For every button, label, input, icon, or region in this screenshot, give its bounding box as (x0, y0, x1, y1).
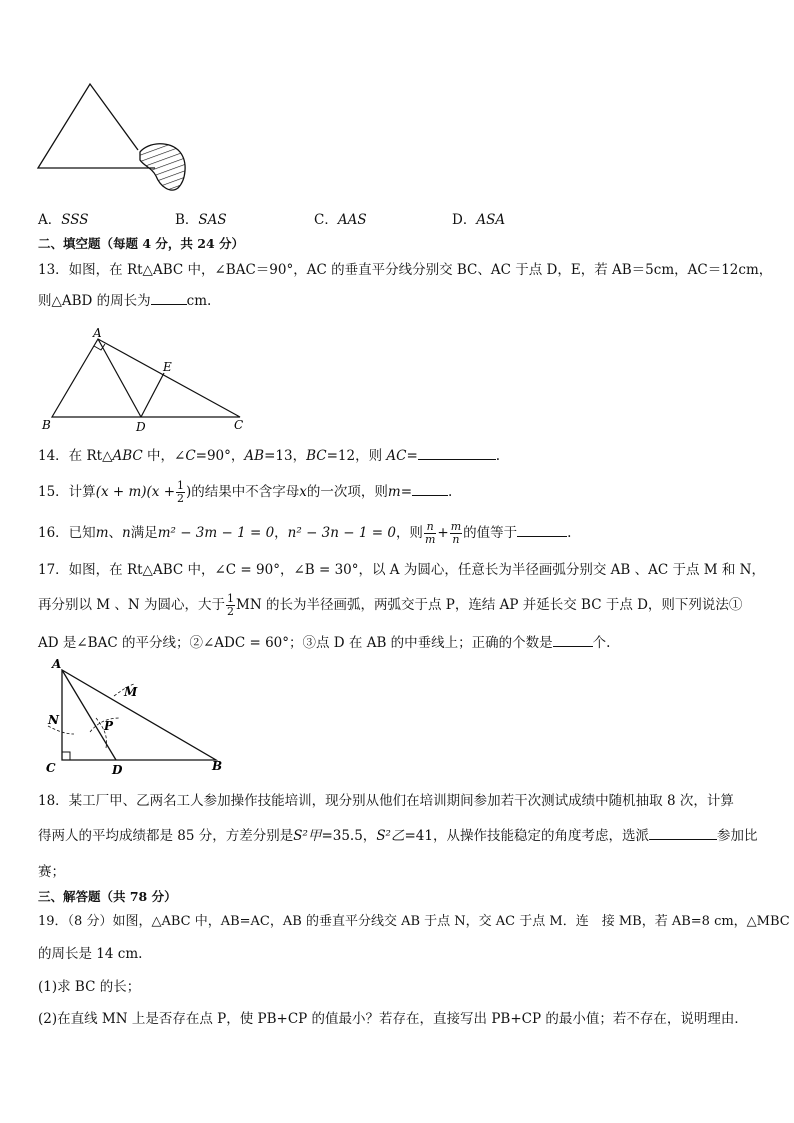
q13-label-e: E (163, 360, 172, 374)
q13-label-b: B (42, 418, 51, 432)
q12-option-c: C．AAS (314, 212, 367, 228)
q17-figure (36, 656, 236, 780)
section3-title: 三、解答题（共 78 分） (38, 889, 177, 904)
q17-label-c: C (46, 761, 56, 775)
q17-answer-blank[interactable] (553, 634, 593, 647)
q13-line1: 13．如图，在 Rt△ABC 中，∠BAC＝90°，AC 的垂直平分线分别交 BC、AC 于点 D，E，若 AB＝5cm，AC＝12cm， (38, 262, 773, 278)
q17-label-b: B (212, 759, 223, 773)
q17-label-a: A (52, 657, 62, 671)
q16-fraction-m-over-n: $\frac{m}{n}$ (450, 520, 462, 546)
q17-label-n: N (48, 713, 59, 727)
q12-hatched-region (140, 144, 185, 190)
q16-fraction-n-over-m: $\frac{n}{m}$ (424, 520, 436, 546)
q16-answer-blank[interactable] (517, 524, 567, 537)
q12-option-b: B．SAS (175, 212, 227, 228)
q13-figure (36, 325, 256, 435)
q18-line2: 得两人的平均成绩都是 85 分，方差分别是S²甲=35.5，S²乙=41，从操作技能稳定的角度考虑，选派 参加比 (38, 828, 758, 844)
q12-option-a: A．SSS (38, 212, 89, 228)
q17-label-d: D (112, 763, 123, 777)
q14-answer-blank[interactable] (418, 447, 496, 460)
q14-text: 14．在 Rt△ABC 中，∠C=90°，AB=13，BC=12，则 AC= . (38, 448, 501, 464)
section2-title: 二、填空题（每题 4 分，共 24 分） (38, 236, 245, 251)
q19-part1: (1)求 BC 的长； (38, 979, 141, 995)
q19-part2: (2)在直线 MN 上是否存在点 P，使 PB+CP 的值最小？若存在，直接写出 PB+CP 的最小值；若不存在，说明理由． (38, 1011, 748, 1027)
q12-figure (30, 80, 200, 195)
q13-line2: 则△ABD 的周长为 cm. (38, 293, 212, 309)
q12-triangle (38, 84, 155, 168)
q15-answer-blank[interactable] (412, 483, 448, 496)
q12-option-d: D．ASA (452, 212, 506, 228)
q17-label-m: M (124, 685, 138, 699)
q15-fraction: $\frac{1}{2}$ (177, 479, 185, 505)
q13-label-d: D (136, 420, 146, 434)
q17-label-p: P (104, 719, 114, 733)
q18-answer-blank[interactable] (649, 827, 717, 840)
q13-label-c: C (234, 418, 244, 432)
q15-text: 15．计算(x + m)(x + $\frac{1}{2}$ )的结果中不含字母x的一次项，则m= . (38, 479, 453, 505)
q17-line2: 再分别以 M 、N 为圆心，大于 $\frac{1}{2}$ MN 的长为半径画弧，两弧交于点 P，连结 AP 并延长交 BC 于点 D，则下列说法① (38, 592, 743, 618)
q19-line2: 的周长是 14 cm. (38, 946, 143, 962)
q17-fraction: $\frac{1}{2}$ (227, 592, 235, 618)
q17-line1: 17．如图，在 Rt△ABC 中，∠C = 90°，∠B = 30°，以 A 为圆心，任意长为半径画弧分别交 AB 、AC 于点 M 和 N， (38, 562, 765, 578)
q19-line1: 19．（8 分）如图，△ABC 中，AB=AC，AB 的垂直平分线交 AB 于点 N，交 AC 于点 M．连 接 MB，若 AB=8 cm，△MBC (38, 914, 790, 929)
q18-line1: 18．某工厂甲、乙两名工人参加操作技能培训，现分别从他们在培训期间参加若干次测试成绩中随机抽取 8 次，计算 (38, 793, 734, 809)
q16-text: 16．已知m、n满足m² − 3m − 1 = 0，n² − 3n − 1 = 0，则 $\frac{n}{m}$ + $\frac{m}{n}$ 的值等于 . (38, 520, 572, 546)
q13-answer-blank[interactable] (151, 292, 187, 305)
q18-line3: 赛； (38, 864, 65, 880)
q13-label-a: A (93, 326, 102, 340)
q17-line3: AD 是∠BAC 的平分线；②∠ADC = 60°；③点 D 在 AB 的中垂线上；正确的个数是 个. (38, 635, 611, 651)
